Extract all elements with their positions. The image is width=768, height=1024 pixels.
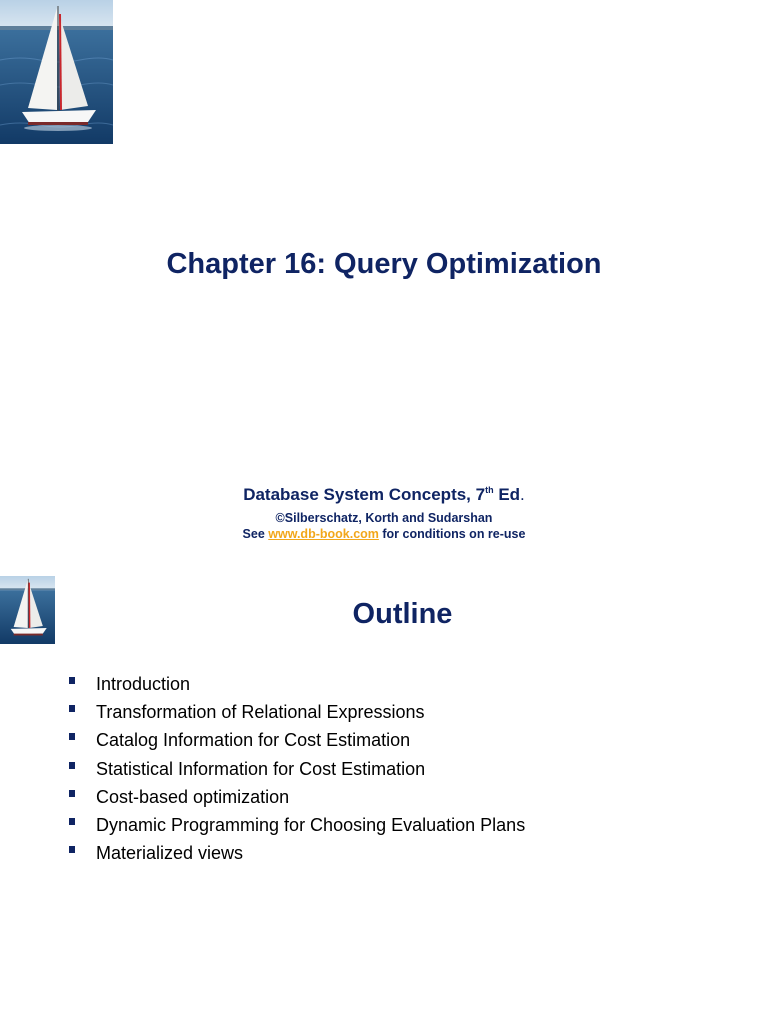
list-item: Dynamic Programming for Choosing Evaluation Plans xyxy=(66,813,525,841)
list-item: Transformation of Relational Expressions xyxy=(66,700,525,728)
outline-list xyxy=(66,672,525,869)
outline-title: Outline xyxy=(352,598,453,630)
book-title: Database System Concepts, 7th Ed. xyxy=(243,485,525,504)
list-item: Statistical Information for Cost Estimation xyxy=(66,757,525,785)
db-book-link[interactable]: www.db-book.com xyxy=(268,527,379,541)
list-item: Cost-based optimization xyxy=(66,785,525,813)
square-bullet-icon xyxy=(69,762,75,769)
square-bullet-icon xyxy=(69,846,75,853)
square-bullet-icon xyxy=(69,733,75,740)
reuse-line: See www.db-book.com for conditions on re-use xyxy=(242,527,526,541)
list-item: Introduction xyxy=(66,672,525,700)
copyright-line: ©Silberschatz, Korth and Sudarshan xyxy=(275,511,493,525)
square-bullet-icon xyxy=(69,677,75,684)
sailboat-photo xyxy=(0,576,55,644)
list-item: Catalog Information for Cost Estimation xyxy=(66,728,525,756)
square-bullet-icon xyxy=(69,705,75,712)
outline-slide xyxy=(0,576,768,1024)
sailboat-photo xyxy=(0,0,113,144)
square-bullet-icon xyxy=(69,790,75,797)
chapter-title: Chapter 16: Query Optimization xyxy=(166,248,602,280)
list-item: Materialized views xyxy=(66,841,525,869)
square-bullet-icon xyxy=(69,818,75,825)
